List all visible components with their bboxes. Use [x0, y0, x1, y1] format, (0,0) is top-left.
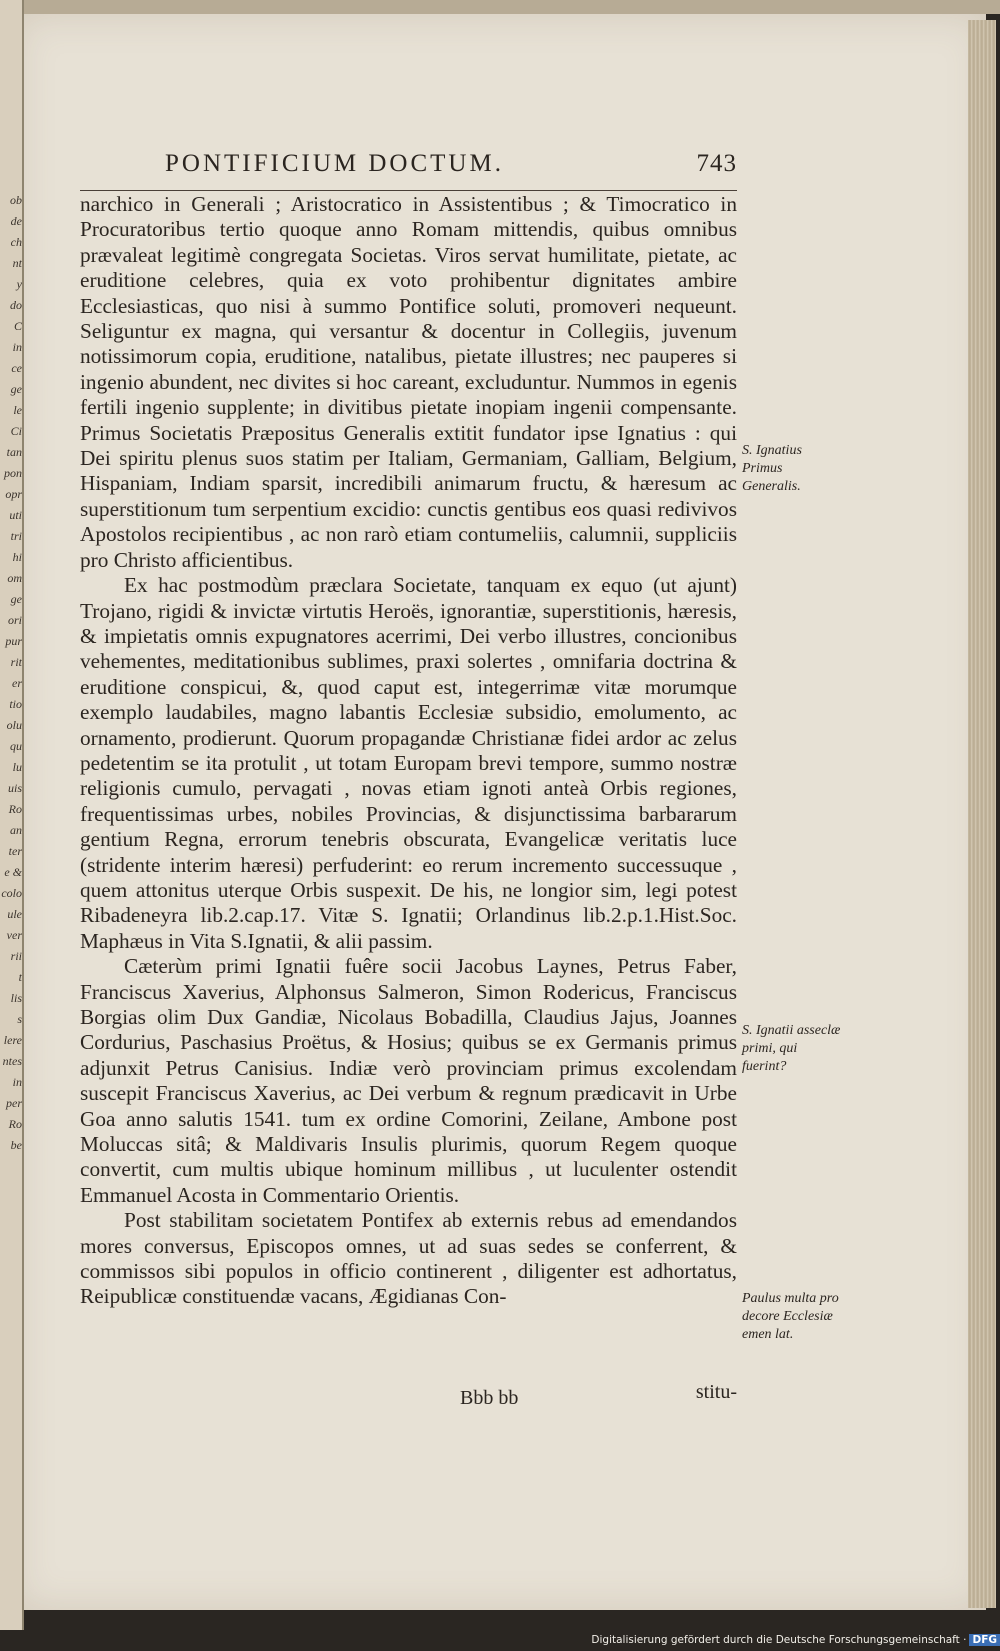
gutter-fragment: in — [12, 340, 22, 354]
gutter-fragment: ori — [7, 613, 22, 627]
gutter-fragment: nt — [12, 256, 22, 270]
gutter-fragment: ge — [10, 382, 22, 396]
paragraph: Cæterùm primi Ignatii fuêre socii Jacobus Laynes, Petrus Faber, Franciscus Xaverius, Alphonsus Salmeron, Simon Rodericus, Franciscus Borgias olim Dux Gandiæ, Nicolaus Bobadilla, Claudius Jajus, Joannes Cordurius, Paschasius Proëtus, & Hosius; quibus se ex Germanis primus adjunxit Petrus Canisius. Indiæ verò provinciam primus excolendam suscepit Franciscus Xaverius, ac Dei verbum & regnum prædicavit in Urbe Goa anno salutis 1541. tum ex ordine Comorini, Zeilane, Ambone post Moluccas sitâ; & Maldivaris Insulis plurimis, quorum Regem quoque convertit, cum multis ubique hominum millibus , ut luculenter ostendit Emmanuel Acosta in Commentario Orientis. — [80, 954, 737, 1207]
gutter-fragment: rii — [10, 949, 22, 963]
credit-text: Digitalisierung gefördert durch die Deutsche Forschungsgemeinschaft · — [591, 1634, 967, 1646]
gutter-fragment: er — [12, 676, 22, 690]
gutter-fragment: C — [13, 319, 22, 333]
gutter-fragment: ule — [7, 907, 22, 921]
dfg-logo: DFG — [969, 1634, 1000, 1646]
gutter-fragment: tio — [9, 697, 22, 711]
gutter-fragment: an — [10, 823, 22, 837]
gutter-fragment: lu — [12, 760, 22, 774]
gutter-fragment: uis — [7, 781, 22, 795]
margin-note: Paulus multa pro decore Ecclesiæ emen lat. — [742, 1291, 839, 1342]
page-foot-line — [80, 1381, 737, 1415]
gutter-fragment: olu — [6, 718, 22, 732]
gutter-fragment: om — [7, 571, 22, 585]
page-stack-edge — [968, 20, 996, 1608]
gutter-fragment: ob — [10, 193, 22, 207]
gutter-text-fragments — [0, 190, 22, 1440]
main-text — [80, 192, 737, 1310]
gutter-fragment: ntes — [2, 1054, 22, 1068]
gutter-fragment: ter — [8, 844, 22, 858]
gutter-fragment: hi — [12, 550, 22, 564]
digitization-credit — [540, 1634, 1000, 1651]
gutter-fragment: y — [16, 277, 22, 291]
gutter-fragment: tan — [6, 445, 22, 459]
signature-mark: Bbb bb — [460, 1387, 519, 1409]
gutter-fragment: qu — [10, 739, 22, 753]
header-rule — [80, 190, 737, 191]
gutter-fragment: s — [17, 1012, 22, 1026]
page-number: 743 — [696, 150, 737, 177]
catchword: stitu- — [695, 1381, 737, 1403]
gutter-fragment: Ci — [10, 424, 22, 438]
paragraph: Post stabilitam societatem Pontifex ab externis rebus ad emendandos mores conversus, Episcopos omnes, ut ad suas sedes se conferrent, & commissos sibi populos in officio continerent , diligenter est adhortatus, Reipublicæ constituendæ vacans, Ægidianas Con- — [80, 1208, 737, 1309]
gutter-fragment: le — [13, 403, 22, 417]
gutter-fragment: ce — [11, 361, 22, 375]
gutter-fragment: lis — [10, 991, 22, 1005]
gutter-fragment: ch — [10, 235, 22, 249]
gutter-fragment: t — [18, 970, 22, 984]
margin-note: S. Ignatii asseclæ primi, qui fuerint? — [742, 1023, 841, 1074]
paragraph: Ex hac postmodùm præclara Societate, tanquam ex equo (ut ajunt) Trojano, rigidi & invictæ virtutis Heroës, ignorantiæ, superstitionis, hæresis, & impietatis omnis expugnatores acerrimi, Dei verbo illustres, concionibus vehementes, meditationibus sublimes, praxi solertes , omnifaria doctrina & eruditione conspicui, &, quod caput est, integerrimæ vitæ morumque exemplo laudabiles, magno labantis Ecclesiæ subsidio, emolumento, ac ornamento, prodierunt. Quorum propagandæ Christianæ fidei ardor ac zelus pedetentim se ita protulit , ut totam Europam brevi tempore, summo nostræ religionis cumulo, pervagati , novas etiam ignoti anteà Orbis regiones, frequentissimas urbes, nobiles Provincias, & disjunctissima barbararum gentium Regna, errorum tenebris obscurata, Evangelicæ veritatis luce (stridente interim hæresi) perfuderint: eo rerum incremento successuque , quem attonitus uterque Orbis suspexit. De his, ne longior sim, legi potest Ribadeneyra lib.2.cap.17. Vitæ S. Ignatii; Orlandinus lib.2.p.1.Hist.Soc. Maphæus in Vita S.Ignatii, & alii passim. — [80, 573, 737, 953]
running-title: PONTIFICIUM DOCTUM. — [165, 150, 504, 177]
gutter-fragment: be — [10, 1138, 22, 1152]
margin-note: S. Ignatius Primus Generalis. — [742, 443, 802, 494]
gutter-fragment: do — [10, 298, 22, 312]
gutter-fragment: uti — [9, 508, 22, 522]
gutter-fragment: tri — [10, 529, 22, 543]
gutter-fragment: Ro — [8, 802, 22, 816]
gutter-fragment: per — [6, 1096, 22, 1110]
gutter-fragment: pur — [5, 634, 22, 648]
paragraph: narchico in Generali ; Aristocratico in Assistentibus ; & Timocratico in Procuratoribus tertio quoque anno Romam mittendis, quibus omnibus prævaleat legitimè congregata Societas. Viros servat humilitate, pietate, ac eruditione celebres, quia ex voto prohibentur dignitates ambire Ecclesiasticas, quo nisi à summo Pontifice soluti, promoveri nequeunt. Seliguntur ex magna, qui versantur & docentur in Collegiis, juvenum notissimorum copia, eruditione, natalibus, pietate illustres; nec pauperes si ingenio abundent, nec divites si hoc careant, excluduntur. Nummos in egenis fertili ingenio supplente; in divitibus pietate inopiam ingenii compensante. Primus Societatis Præpositus Generalis extitit fundator ipse Ignatius : qui Dei spiritu plenus suos statim per Italiam, Germaniam, Galliam, Belgium, Hispaniam, Indiam sparsit, incredibili animarum fructu, & hæresum ac superstitionum tum serpentium excidio: cunctis gentibus eos quasi redivivos Apostolos recipientibus , ac non rarò etiam contumeliis, calumnii, suppliciis pro Christo afficientibus. — [80, 192, 737, 572]
running-header — [165, 150, 737, 186]
gutter-fragment: opr — [5, 487, 22, 501]
gutter-fragment: ge — [10, 592, 22, 606]
top-page-edge — [0, 0, 1000, 14]
gutter-fragment: e & — [4, 865, 22, 879]
gutter-fragment: Ro — [8, 1117, 22, 1131]
gutter-fragment: colo — [1, 886, 22, 900]
gutter-fragment: de — [10, 214, 22, 228]
gutter-fragment: rit — [10, 655, 22, 669]
gutter-fragment: ver — [6, 928, 22, 942]
gutter-fragment: in — [12, 1075, 22, 1089]
gutter-fragment: pon — [4, 466, 22, 480]
gutter-fragment: lere — [3, 1033, 22, 1047]
